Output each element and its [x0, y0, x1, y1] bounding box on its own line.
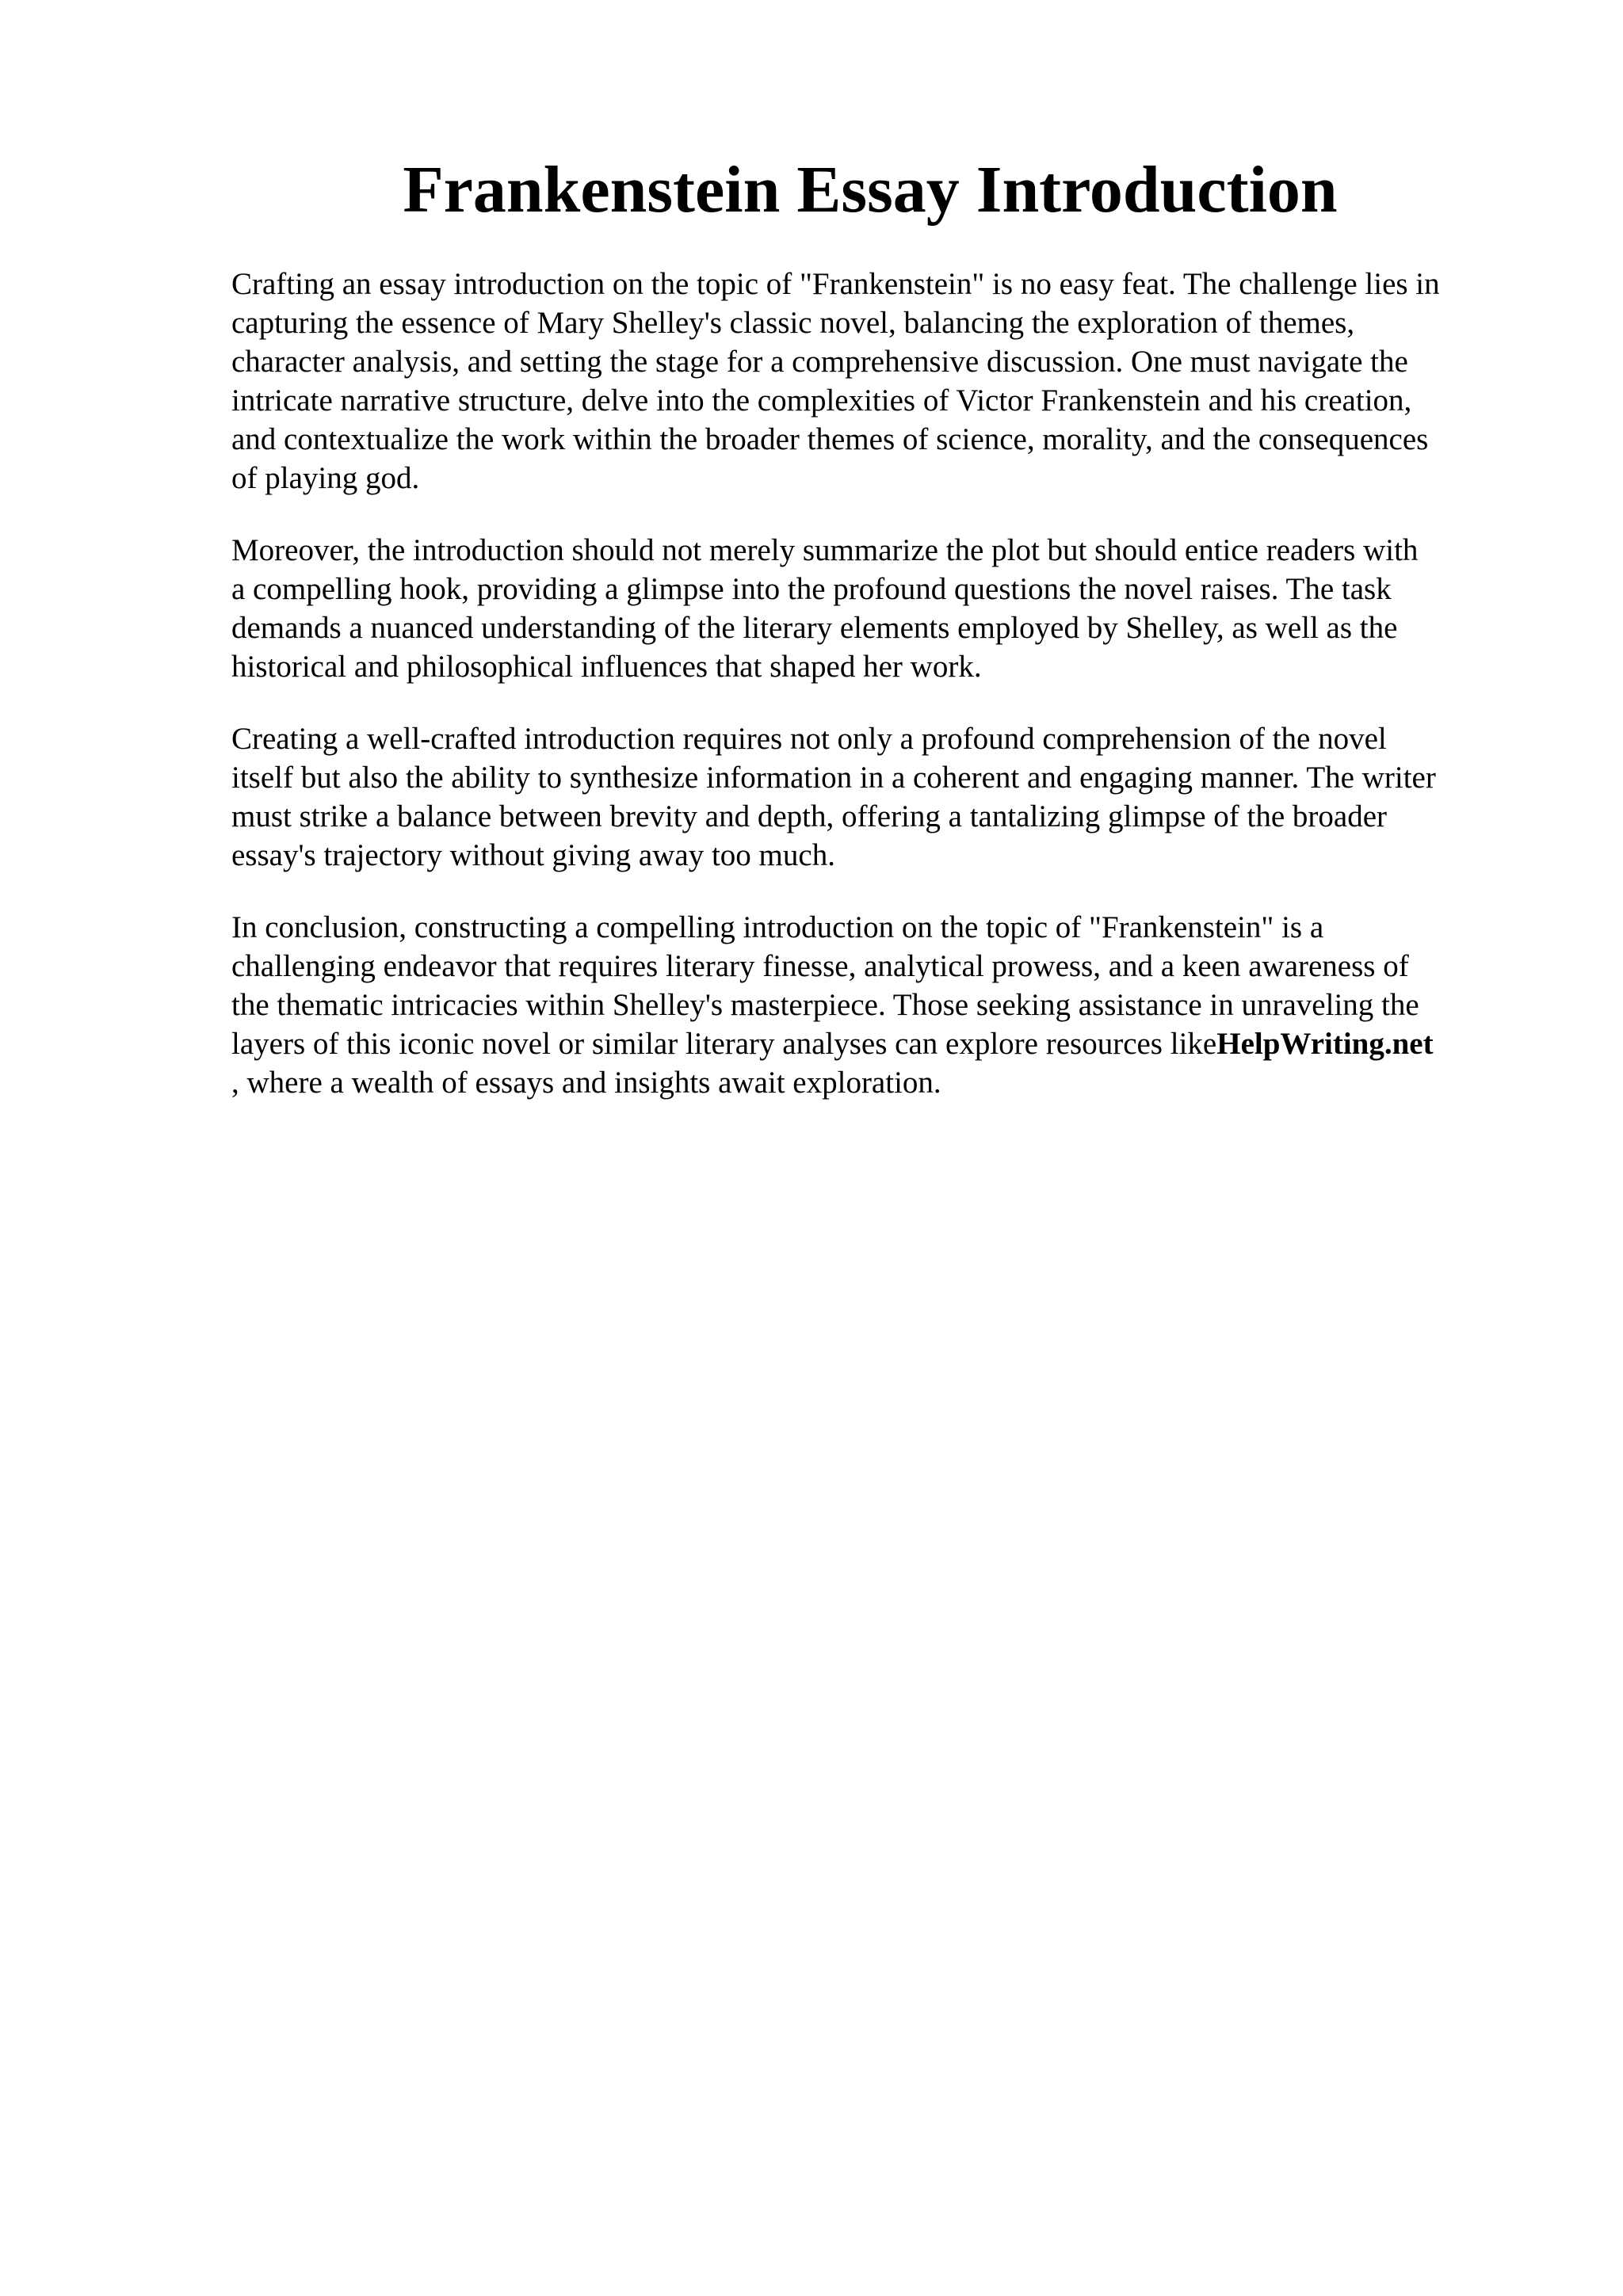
paragraph-1 — [231, 265, 1523, 498]
paragraph-line: Creating a well-crafted introduction requires not only a profound comprehension of the novel — [231, 722, 1387, 756]
paragraph-line: the thematic intricacies within Shelley's masterpiece. Those seeking assistance in unraveling the — [231, 988, 1419, 1022]
paragraph-line: essay's trajectory without giving away too much. — [231, 838, 835, 872]
paragraph-line: Crafting an essay introduction on the topic of "Frankenstein" is no easy feat. The challenge lies in — [231, 267, 1440, 301]
paragraph-line: of playing god. — [231, 461, 420, 495]
paragraph-line: character analysis, and setting the stage for a comprehensive discussion. One must navigate the — [231, 345, 1408, 379]
paragraph-line: Moreover, the introduction should not merely summarize the plot but should entice readers with — [231, 533, 1419, 567]
paragraph-line-text: layers of this iconic novel or similar literary analyses can explore resources like — [231, 1027, 1217, 1061]
document-body — [231, 265, 1523, 1135]
paragraph-line: must strike a balance between brevity and depth, offering a tantalizing glimpse of the broader — [231, 799, 1388, 833]
paragraph-4 — [231, 908, 1523, 1102]
paragraph-line: capturing the essence of Mary Shelley's classic novel, balancing the exploration of themes, — [231, 306, 1355, 340]
paragraph-line-with-link — [231, 1024, 1523, 1063]
paragraph-line: historical and philosophical influences that shaped her work. — [231, 650, 982, 684]
paragraph-line: , where a wealth of essays and insights await exploration. — [231, 1066, 941, 1100]
paragraph-line: and contextualize the work within the broader themes of science, morality, and the consequences — [231, 422, 1429, 456]
paragraph-line: In conclusion, constructing a compelling introduction on the topic of "Frankenstein" is a — [231, 910, 1324, 944]
helpwriting-link[interactable]: HelpWriting.net — [1216, 1027, 1434, 1061]
paragraph-line: itself but also the ability to synthesize information in a coherent and engaging manner. The writer — [231, 761, 1436, 795]
paragraph-3 — [231, 719, 1523, 875]
paragraph-line: a compelling hook, providing a glimpse into the profound questions the novel raises. The task — [231, 572, 1392, 606]
paragraph-line: demands a nuanced understanding of the literary elements employed by Shelley, as well as the — [231, 611, 1398, 645]
page-title: Frankenstein Essay Introduction — [403, 153, 1338, 227]
paragraph-2 — [231, 531, 1523, 686]
paragraph-line: challenging endeavor that requires literary finesse, analytical prowess, and a keen awareness of — [231, 949, 1409, 983]
paragraph-line: intricate narrative structure, delve into the complexities of Victor Frankenstein and his creation, — [231, 383, 1412, 418]
